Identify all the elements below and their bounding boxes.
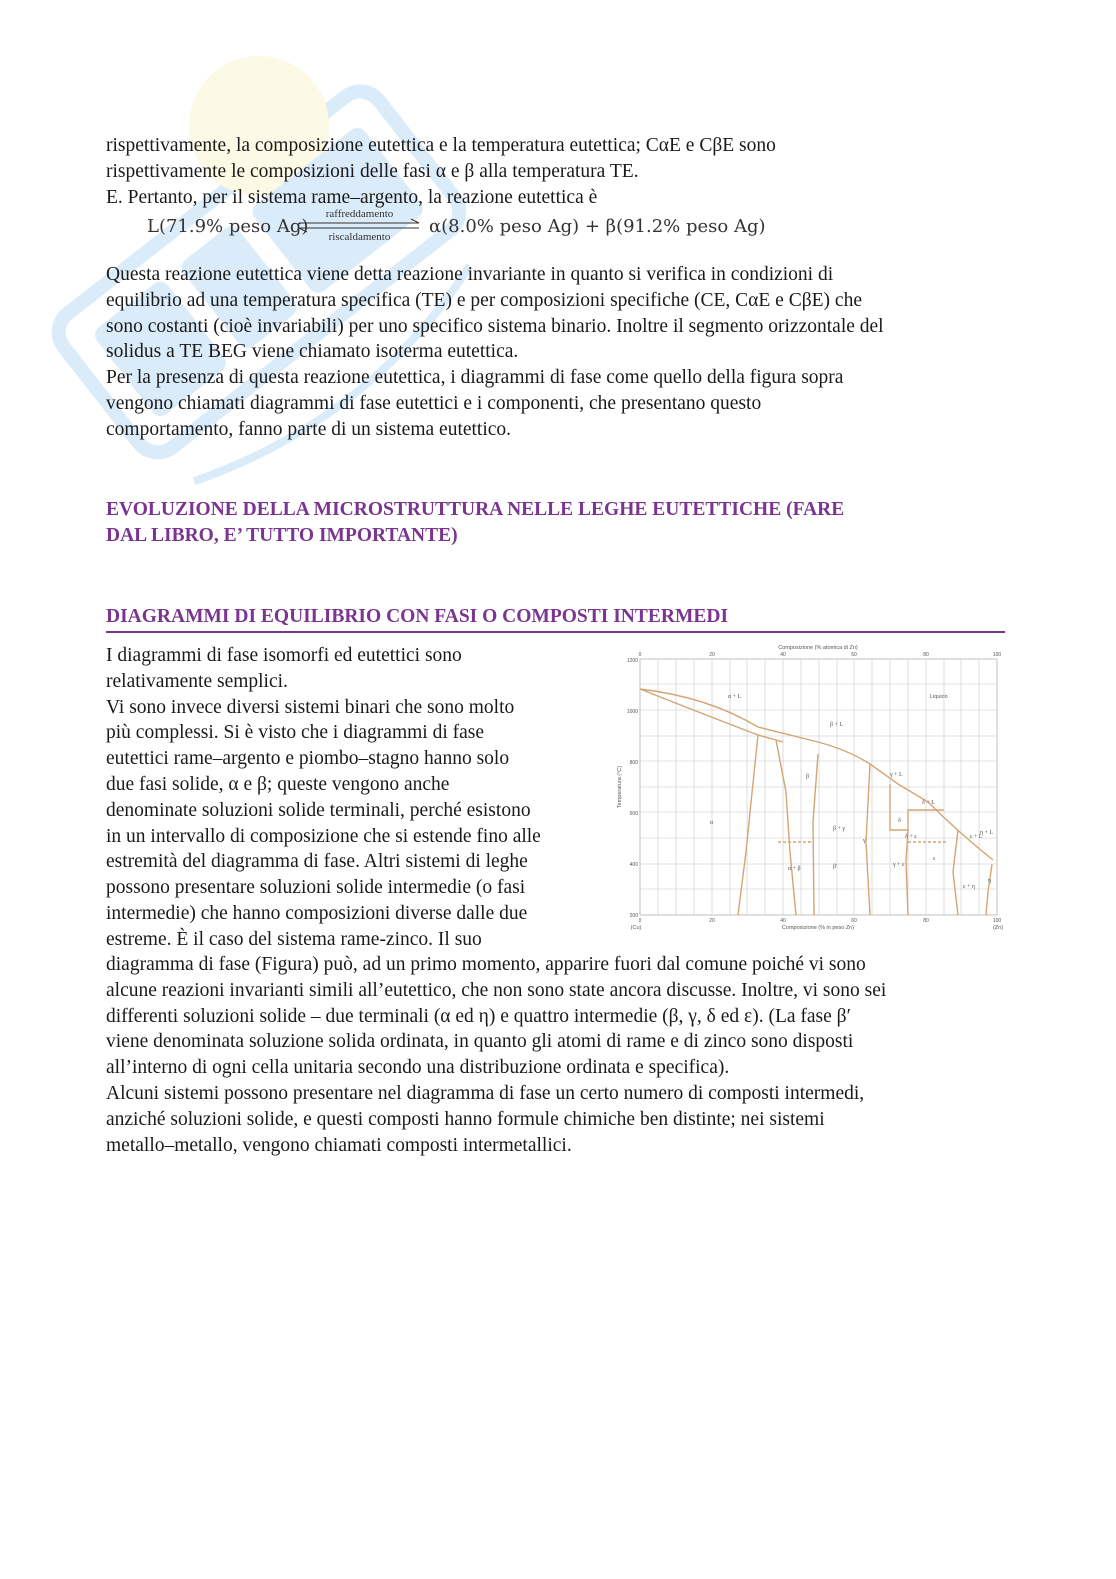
x-tick-bottom: 100: [992, 918, 1002, 924]
text-line: eutettici rame–argento e piombo–stagno hanno solo: [106, 748, 510, 770]
section-heading-intermediate: DIAGRAMMI DI EQUILIBRIO CON FASI O COMPOSTI INTERMEDI: [106, 606, 729, 627]
heading-line: DAL LIBRO, E’ TUTTO IMPORTANTE): [106, 525, 458, 546]
text-line: equilibrio ad una temperatura specifica (TE) e per composizioni specifiche (CE, CαE e CβE) che: [106, 289, 862, 311]
phase-label: β: [806, 774, 810, 780]
phase-label: β + L: [830, 722, 844, 728]
phase-label: ε + L: [970, 834, 983, 840]
text-line: all’interno di ogni cella unitaria secondo una distribuzione ordinata e specifica).: [106, 1057, 730, 1079]
right-end-label: (Zn): [992, 925, 1004, 931]
text-line: diagramma di fase (Figura) può, ad un primo momento, apparire fuori dal comune poiché vi sono: [106, 954, 866, 975]
phase-label: η + L: [980, 830, 994, 836]
phase-label: γ + ε: [893, 862, 905, 868]
text-line: due fasi solide, α e β; queste vengono anche: [106, 773, 450, 795]
phase-label: δ: [898, 818, 901, 824]
text-line: solidus a TE BEG viene chiamato isoterma eutettica.: [106, 341, 519, 363]
x-tick-bottom: 0: [638, 918, 642, 924]
x-tick-bottom: 20: [709, 918, 715, 924]
text-line: vengono chiamati diagrammi di fase eutettici e i componenti, che presentano questo: [106, 392, 762, 414]
text-line: Questa reazione eutettica viene detta reazione invariante in quanto si verifica in condizioni di: [106, 264, 834, 285]
section-heading: [106, 497, 844, 549]
body-paragraph: [106, 262, 884, 443]
legend-label: Liquido: [930, 694, 948, 700]
y-tick: 1000: [626, 709, 638, 715]
bottom-axis-label: Composizione (% in peso Zn): [781, 925, 855, 931]
text-line: Alcuni sistemi possono presentare nel diagramma di fase un certo numero di composti intermedi,: [106, 1082, 865, 1104]
text-line: estreme. È il caso del sistema rame-zinco. Il suo: [106, 928, 482, 950]
phase-label: α: [710, 820, 714, 826]
x-tick-top: 40: [780, 652, 786, 658]
text-line: comportamento, fanno parte di un sistema eutettico.: [106, 418, 512, 440]
text-line: I diagrammi di fase isomorfi ed eutettici sono: [106, 645, 462, 666]
phase-label: γ: [863, 838, 866, 844]
phase-label: ε: [933, 856, 936, 862]
text-line: E. Pertanto, per il sistema rame–argento, la reazione eutettica è: [106, 186, 598, 208]
text-line: denominate soluzioni solide terminali, perché esistono: [106, 799, 531, 821]
x-tick-bottom: 40: [780, 918, 786, 924]
phase-label: ε + η: [963, 884, 976, 890]
continuation-paragraph: [106, 952, 886, 1158]
gamma-right-boundary: [866, 764, 870, 915]
left-end-label: (Cu): [630, 925, 642, 931]
text-line: estremità del diagramma di fase. Altri sistemi di leghe: [106, 851, 528, 873]
phase-label: β + γ: [833, 826, 846, 832]
y-tick: 600: [629, 811, 638, 817]
x-tick-top: 20: [709, 652, 715, 658]
arrow-top-label: raffreddamento: [325, 208, 394, 220]
text-line: Vi sono invece diversi sistemi binari che sono molto: [106, 696, 515, 718]
text-line: relativamente semplici.: [106, 670, 288, 692]
text-line: sono costanti (cioè invariabili) per uno specifico sistema binario. Inoltre il segmento orizzontale del: [106, 315, 884, 337]
text-line: rispettivamente, la composizione eutettica e la temperatura eutettica; CαE e CβE sono: [106, 135, 776, 156]
text-line: possono presentare soluzioni solide intermedie (o fasi: [106, 877, 526, 899]
y-tick: 1200: [626, 658, 638, 664]
x-tick-bottom: 80: [923, 918, 929, 924]
text-line: intermedie) che hanno composizioni diverse dalle due: [106, 902, 528, 924]
equilibrium-arrow: [297, 208, 422, 244]
y-tick: 400: [629, 862, 638, 868]
intro-paragraph: [106, 133, 776, 210]
x-tick-top: 0: [638, 652, 642, 658]
text-line: anziché soluzioni solide, e questi composti hanno formule chimiche ben distinte; nei sistemi: [106, 1108, 825, 1130]
phase-label: γ + L: [890, 772, 903, 778]
phase-label: δ + L: [922, 800, 935, 806]
x-tick-bottom: 60: [851, 918, 857, 924]
text-line: metallo–metallo, vengono chiamati composti intermetallici.: [106, 1134, 572, 1156]
arrow-bottom-label: riscaldamento: [328, 231, 391, 243]
phase-label: α + β: [788, 866, 801, 872]
eta-boundary: [986, 864, 992, 915]
top-axis-label: Composizione (% atomica di Zn): [778, 645, 858, 651]
text-line: Per la presenza di questa reazione eutettica, i diagrammi di fase come quello della figura sopra: [106, 367, 844, 389]
text-line: differenti soluzioni solide – due terminali (α ed η) e quattro intermedie (β, γ, δ ed ε). (La fase β′: [106, 1005, 851, 1027]
column-paragraph: [106, 643, 541, 953]
text-line: alcune reazioni invarianti simili all’eutettico, che non sono state ancora discusse. Inoltre, vi sono sei: [106, 979, 887, 1001]
x-tick-top: 80: [923, 652, 929, 658]
phase-label: β′: [833, 864, 838, 870]
text-line: in un intervallo di composizione che si estende fino alle: [106, 825, 541, 847]
alpha-boundary: [738, 735, 758, 915]
x-tick-top: 100: [992, 652, 1002, 658]
phase-label: δ + ε: [905, 834, 917, 840]
phase-label: α + L: [728, 694, 742, 700]
heading-rule: [106, 631, 1005, 633]
text-line: viene denominata soluzione solida ordinata, in quanto gli atomi di rame e di zinco sono disposti: [106, 1031, 854, 1053]
beta-right-boundary: [813, 754, 818, 915]
equation-lhs: L(71.9% peso Ag): [147, 216, 309, 237]
equation-rhs: α(8.0% peso Ag) + β(91.2% peso Ag): [429, 216, 766, 237]
solidus-curve: [640, 689, 783, 742]
phase-label: η: [988, 878, 992, 884]
y-tick: 800: [629, 760, 638, 766]
epsilon-right-boundary: [953, 830, 958, 915]
text-line: rispettivamente le composizioni delle fasi α e β alla temperatura TE.: [106, 160, 639, 182]
y-axis-label: Temperatura (°C): [617, 765, 623, 809]
cu-zn-phase-diagram: [608, 642, 1006, 932]
text-line: più complessi. Si è visto che i diagrammi di fase: [106, 722, 485, 744]
x-tick-top: 60: [851, 652, 857, 658]
y-tick: 200: [629, 913, 638, 919]
heading-line: EVOLUZIONE DELLA MICROSTRUTTURA NELLE LEGHE EUTETTICHE (FARE: [106, 499, 845, 520]
